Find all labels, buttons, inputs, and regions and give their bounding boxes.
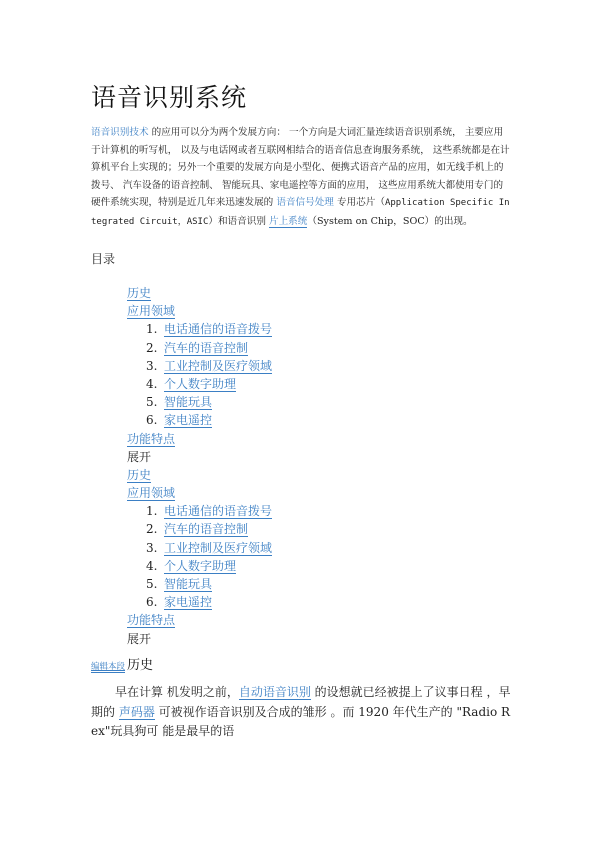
toc-expand[interactable]: 展开 (127, 449, 152, 464)
toc-number: 3. (146, 540, 158, 555)
toc-subitem (127, 357, 427, 375)
toc-number: 2. (146, 522, 158, 537)
toc-link[interactable]: 工业控制及医疗领域 (164, 358, 273, 373)
toc-item-features (127, 430, 427, 448)
toc-number: 5. (146, 395, 158, 410)
toc-link[interactable]: 汽车的语音控制 (164, 522, 249, 537)
toc-link[interactable]: 家电遥控 (164, 595, 213, 610)
intro-text-2: 专用芯片（ (333, 197, 385, 209)
toc-link[interactable]: 电话通信的语音拨号 (164, 322, 273, 337)
page-title: 语音识别系统 (91, 83, 248, 112)
toc-subitem (127, 375, 427, 393)
history-text-2: 的设想就已经被提上了议事日程 ，早期的 (91, 685, 511, 719)
intro-asic-text: Application Specific Integrated Circuit，ASIC (91, 198, 510, 227)
edit-section-link[interactable]: 编辑本段 (91, 662, 126, 672)
history-text-1: 早在计算 机发明之前， (115, 685, 239, 699)
toc-number: 1. (146, 504, 158, 519)
link-speech-signal-processing[interactable]: 语音信号处理 (276, 197, 334, 209)
toc-item-features (127, 611, 427, 629)
toc-subitem (127, 593, 427, 611)
toc-subitem (127, 320, 427, 338)
section-heading-text: 历史 (127, 658, 154, 673)
toc-subitem (127, 575, 427, 593)
link-speech-recognition-tech[interactable]: 语音识别技术 (91, 127, 149, 138)
toc-number: 4. (146, 558, 158, 573)
toc-link[interactable]: 功能特点 (127, 613, 176, 628)
toc-link[interactable]: 应用领域 (127, 486, 176, 501)
link-automatic-speech-recognition[interactable]: 自动语音识别 (238, 685, 311, 699)
toc-link[interactable]: 智能玩具 (164, 395, 213, 410)
toc-subitem (127, 411, 427, 429)
intro-paragraph (91, 124, 511, 232)
toc-link[interactable]: 汽车的语音控制 (164, 340, 249, 355)
toc-item-history (127, 284, 427, 302)
toc-link[interactable]: 家电遥控 (164, 413, 213, 428)
intro-text-1: 的应用可以分为两个发展方向： 一个方向是大词汇量连续语音识别系统， 主要应用于计算机的听写机， 以及与电话网或者互联网相结合的语音信息查询服务系统， 这些系统都是在计算机平台上实现的；另外一个重要的发展方向是小型化、便携式语音产品的应用，如无线手机上的拨号、 汽车设备的语音控制、 智能玩具、家电遥控等方面的应用， 这些应用系统大都使用专门的硬件系统实现，特别是近几年来迅速发展的 (91, 127, 510, 209)
toc-number: 3. (146, 358, 158, 373)
toc-number: 6. (146, 413, 158, 428)
history-text-3: 可被视作语音识别及合成的雏形 。而 1920 年代生产的 "Radio Rex"玩具狗可 能是最早的语 (91, 704, 511, 738)
section-heading (91, 654, 153, 673)
toc-label: 目录 (91, 252, 116, 266)
toc-subitem (127, 339, 427, 357)
toc-link[interactable]: 工业控制及医疗领域 (164, 540, 273, 555)
toc-item-applications (127, 484, 427, 502)
toc-link[interactable]: 电话通信的语音拨号 (164, 504, 273, 519)
toc-number: 6. (146, 595, 158, 610)
intro-text-3: ）和语音识别 (208, 215, 269, 227)
table-of-contents (127, 284, 427, 648)
toc-link[interactable]: 历史 (127, 467, 152, 482)
link-vocoder[interactable]: 声码器 (118, 704, 155, 719)
history-paragraph (91, 683, 516, 742)
link-system-on-chip[interactable]: 片上系统 (269, 215, 308, 227)
toc-subitem (127, 393, 427, 411)
toc-subitem (127, 502, 427, 520)
toc-link[interactable]: 功能特点 (127, 431, 176, 446)
toc-subitem (127, 557, 427, 575)
toc-number: 5. (146, 577, 158, 591)
toc-item-applications (127, 302, 427, 320)
toc-link[interactable]: 个人数字助理 (164, 376, 237, 391)
toc-subitem (127, 539, 427, 557)
toc-link[interactable]: 个人数字助理 (164, 558, 237, 573)
toc-number: 4. (146, 376, 158, 391)
toc-link[interactable]: 应用领域 (127, 304, 176, 319)
toc-number: 2. (146, 340, 158, 355)
toc-link[interactable]: 历史 (127, 286, 152, 300)
toc-link[interactable]: 智能玩具 (164, 577, 213, 591)
toc-item-history (127, 466, 427, 484)
toc-subitem (127, 520, 427, 538)
toc-expand[interactable]: 展开 (127, 631, 152, 646)
toc-number: 1. (146, 322, 158, 337)
intro-text-4: （System on Chip，SOC）的出现。 (307, 215, 473, 227)
